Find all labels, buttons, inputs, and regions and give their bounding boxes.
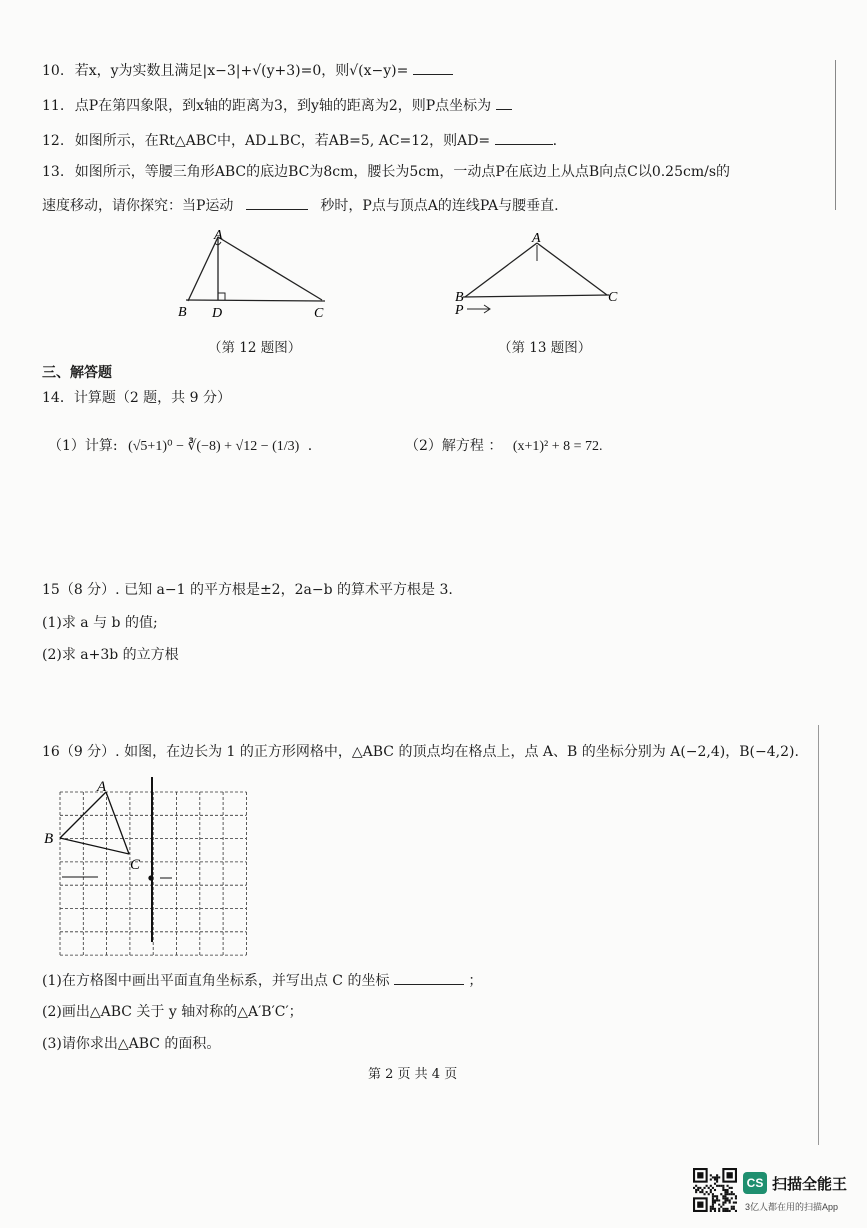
question-number: 12.: [42, 133, 65, 149]
figure-13-caption: （第 13 题图）: [498, 340, 592, 356]
segment-bc: [186, 300, 325, 301]
label-a: A: [97, 779, 107, 795]
figure-12-caption: （第 12 题图）: [208, 340, 302, 356]
question-13: [42, 162, 730, 182]
question-15-head: 15（8 分）. 已知 a−1 的平方根是±2，2a−b 的算术平方根是 3.: [42, 582, 453, 598]
math-expression: (√5+1)⁰ − ∛(−8) + √12 − (1/3): [128, 439, 300, 454]
right-angle-mark: [218, 293, 225, 300]
question-number: 10.: [42, 63, 65, 79]
answer-blank: [413, 60, 453, 75]
segment-bc: [60, 838, 129, 854]
answer-blank: [495, 130, 553, 145]
question-10: [42, 60, 453, 81]
scan-edge-line: [818, 725, 819, 1145]
question-11: [42, 95, 512, 116]
page-footer: 第 2 页 共 4 页: [368, 1067, 458, 1082]
question-16-head: 16（9 分）. 如图，在边长为 1 的正方形网格中，△ABC 的顶点均在格点上，点 A、B 的坐标分别为 A(−2,4)，B(−4,2).: [42, 744, 799, 760]
question-number: 13.: [42, 164, 65, 180]
part-label: （2）解方程 ：: [405, 438, 503, 454]
label-a: A: [214, 228, 223, 243]
part-label: （1）计算:: [48, 438, 118, 454]
segment-ac: [218, 237, 322, 300]
answer-blank: [394, 970, 464, 985]
scanner-logo: CS: [743, 1172, 767, 1194]
math-expression: (x+1)² + 8 = 72.: [512, 439, 603, 454]
question-14-part1: （1）计算: (√5+1)⁰ − ∛(−8) + √12 − (1/3) .: [48, 438, 313, 454]
segment-bc: [463, 295, 609, 297]
answer-blank: [496, 95, 512, 110]
label-p: P: [455, 303, 464, 318]
scanner-name: 扫描全能王: [772, 1176, 848, 1193]
qr-code-image: [693, 1168, 737, 1212]
question-14-part2: [405, 436, 603, 457]
question-number: 11.: [42, 98, 65, 114]
question-15-part1: (1)求 a 与 b 的值;: [42, 615, 158, 631]
label-a: A: [532, 231, 541, 246]
segment-ab: [465, 243, 537, 297]
scanner-tagline: 3亿人都在用的扫描App: [745, 1202, 839, 1212]
label-c: C: [314, 306, 324, 321]
segment-ab: [188, 237, 218, 301]
segment-ac: [106, 792, 129, 854]
label-c: C: [130, 857, 141, 873]
question-16-part1: (1)在方格图中画出平面直角坐标系，并写出点 C 的坐标 ；: [42, 970, 482, 991]
question-16-part3: (3)请你求出△ABC 的面积。: [42, 1036, 221, 1052]
grid-figure: [40, 772, 250, 972]
question-15-part2: (2)求 a+3b 的立方根: [42, 647, 179, 663]
label-b: B: [178, 305, 187, 320]
question-13-line2: 速度移动，请你探究：当P运动 秒时，P点与顶点A的连线PA与腰垂直.: [42, 195, 559, 216]
question-12: 12. 如图所示，在Rt△ABC中，AD⊥BC，若AB=5, AC=12，则AD= .: [42, 130, 557, 151]
figure-12: [170, 225, 340, 325]
segment-ac: [537, 243, 607, 295]
section-title: 三、解答题: [42, 365, 112, 381]
question-text: 若x，y为实数且满足|x−3|+√(y+3)=0，则√(x−y)=: [74, 63, 409, 79]
figure-13: [445, 225, 635, 325]
label-c: C: [608, 290, 618, 305]
origin-dot: [149, 876, 153, 880]
label-b: B: [44, 831, 54, 847]
question-14-title: 14．计算题（2 题，共 9 分）: [42, 390, 231, 406]
scan-edge-line: [835, 60, 836, 210]
label-d: D: [212, 306, 223, 321]
question-16-part2: (2)画出△ABC 关于 y 轴对称的△A′B′C′；: [42, 1004, 303, 1020]
question-text: 如图所示，在Rt△ABC中，AD⊥BC，若AB=5, AC=12，则AD=: [74, 133, 491, 149]
label-b: B: [455, 290, 464, 305]
square-grid: [60, 792, 246, 955]
answer-blank: [246, 195, 308, 210]
question-text-line1: 如图所示，等腰三角形ABC的底边BC为8cm，腰长为5cm，一动点P在底边上从点B向点C以0.25cm/s的: [74, 164, 731, 180]
qr-code: [693, 1168, 737, 1212]
question-text: 点P在第四象限，到x轴的距离为3，到y轴的距离为2，则P点坐标为: [74, 98, 492, 114]
